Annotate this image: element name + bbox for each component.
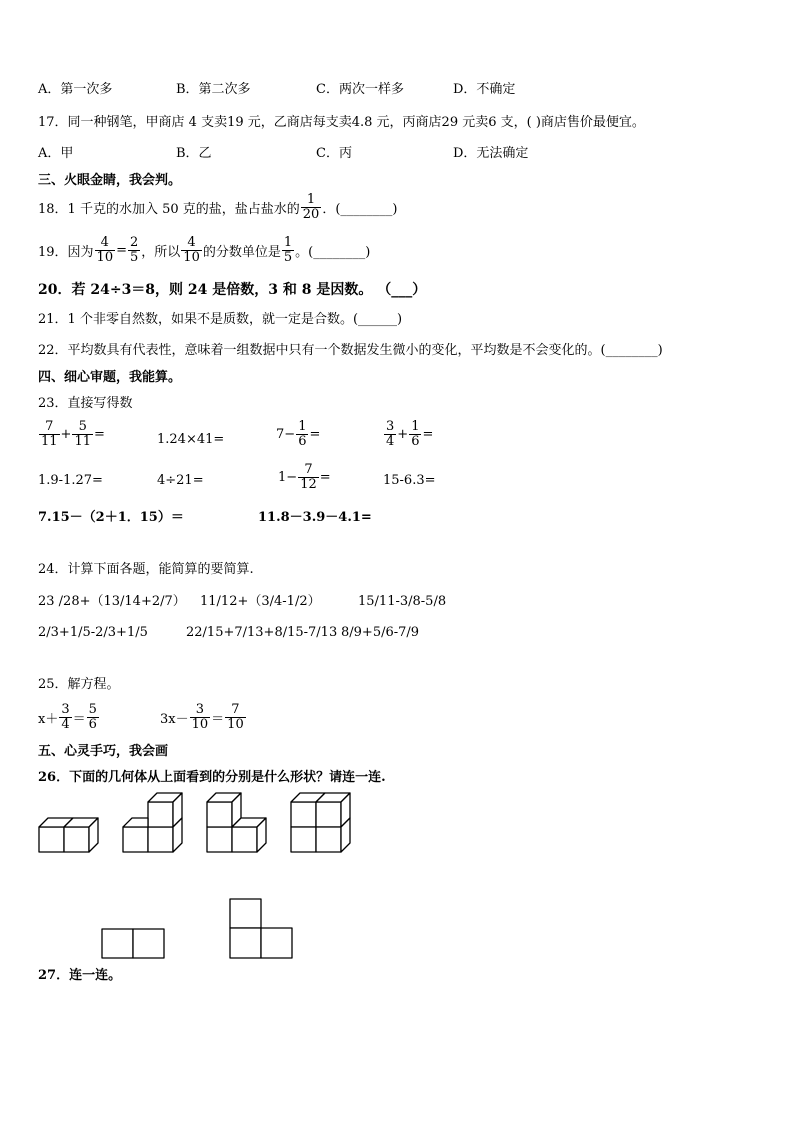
q26-title: 26．下面的几何体从上面看到的分别是什么形状？请连一连. [38, 770, 386, 785]
q23-r2-a: 1.9-1.27= [38, 473, 103, 488]
q23-r1-c: 7 − $\frac{1}{6}$ = [276, 419, 321, 449]
q22-text: 22．平均数具有代表性，意味着一组数据中只有一个数据发生微小的变化，平均数是不会变化的。(________) [38, 343, 663, 358]
q17-option-b: B．乙 [176, 146, 212, 161]
q24-r1-b: 11/12+（3/4-1/2） [200, 594, 321, 609]
solid-figure-1 [39, 818, 98, 852]
q18-fraction: $\frac{1}{20}$ [302, 192, 320, 222]
q16-option-d: D．不确定 [453, 82, 516, 97]
q24-r2-a: 2/3+1/5-2/3+1/5 [38, 625, 148, 640]
section-4-title: 四、细心审题，我能算。 [38, 370, 182, 385]
q20-text: 20．若 24÷3＝8，则 24 是倍数，3 和 8 是因数。 （___） [38, 282, 427, 298]
section-5-title: 五、心灵手巧，我会画 [38, 744, 169, 759]
q23-title: 23．直接写得数 [38, 396, 133, 411]
section-3-title: 三、火眼金睛，我会判。 [38, 173, 182, 188]
q24-r1-c: 15/11-3/8-5/8 [358, 594, 447, 609]
q17-option-d: D．无法确定 [453, 146, 529, 161]
q27-title: 27．连一连。 [38, 968, 122, 983]
top-view-1 [102, 929, 164, 958]
q16-option-c: C．两次一样多 [316, 82, 404, 97]
q19-answer-blank: 。(________) [295, 245, 371, 260]
solid-figure-3 [207, 793, 266, 852]
q16-option-a: A．第一次多 [38, 82, 113, 97]
solid-figure-4 [291, 793, 350, 852]
q23-r1-d: $\frac{3}{4}$ + $\frac{1}{6}$ = [386, 419, 434, 449]
q18-text: 18．1 千克的水加入 50 克的盐，盐占盐水的 [38, 202, 300, 217]
q25-equation-1: x＋ $\frac{3}{4}$ ＝ $\frac{5}{6}$ [38, 702, 97, 732]
q24-title: 24．计算下面各题，能简算的要简算. [38, 562, 254, 577]
q23-r3-a: 7.15－（2＋1．15）＝ [38, 510, 184, 525]
solid-figure-2 [123, 793, 182, 852]
q23-r1-a: $\frac{7}{11}$ + $\frac{5}{11}$ = [41, 419, 105, 449]
q25-equation-2: 3x－ $\frac{3}{10}$ ＝ $\frac{7}{10}$ [160, 702, 244, 732]
q16-option-b: B．第二次多 [176, 82, 251, 97]
q23-r1-b: 1.24×41= [157, 432, 225, 447]
q21-text: 21．1 个非零自然数，如果不是质数，就一定是合数。(______) [38, 312, 403, 327]
q24-r1-a: 23 /28+（13/14+2/7） [38, 594, 186, 609]
top-view-2 [230, 899, 292, 958]
q17-stem: 17．同一种钢笔，甲商店 4 支卖19 元，乙商店每支卖4.8 元，丙商店29 元卖6 支，( )商店售价最便宜。 [38, 115, 645, 130]
q23-r2-d: 15-6.3= [383, 473, 436, 488]
q18-answer-blank: ．(________) [322, 202, 398, 217]
q19: 19．因为 $\frac{4}{10}$ = $\frac{2}{5}$ ，所以 $\frac{4}{10}$ 的分数单位是 $\frac{1}{5}$ 。(________) [38, 235, 371, 265]
q23-r3-b: 11.8－3.9－4.1= [258, 510, 372, 525]
q23-r2-c: 1 − $\frac{7}{12}$ = [278, 462, 331, 492]
q17-option-a: A．甲 [38, 146, 74, 161]
q23-r2-b: 4÷21= [157, 473, 204, 488]
q24-r2-c: 8/9+5/6-7/9 [341, 625, 420, 640]
q25-title: 25．解方程。 [38, 677, 120, 692]
q24-r2-b: 22/15+7/13+8/15-7/13 [186, 625, 338, 640]
q17-option-c: C．丙 [316, 146, 352, 161]
